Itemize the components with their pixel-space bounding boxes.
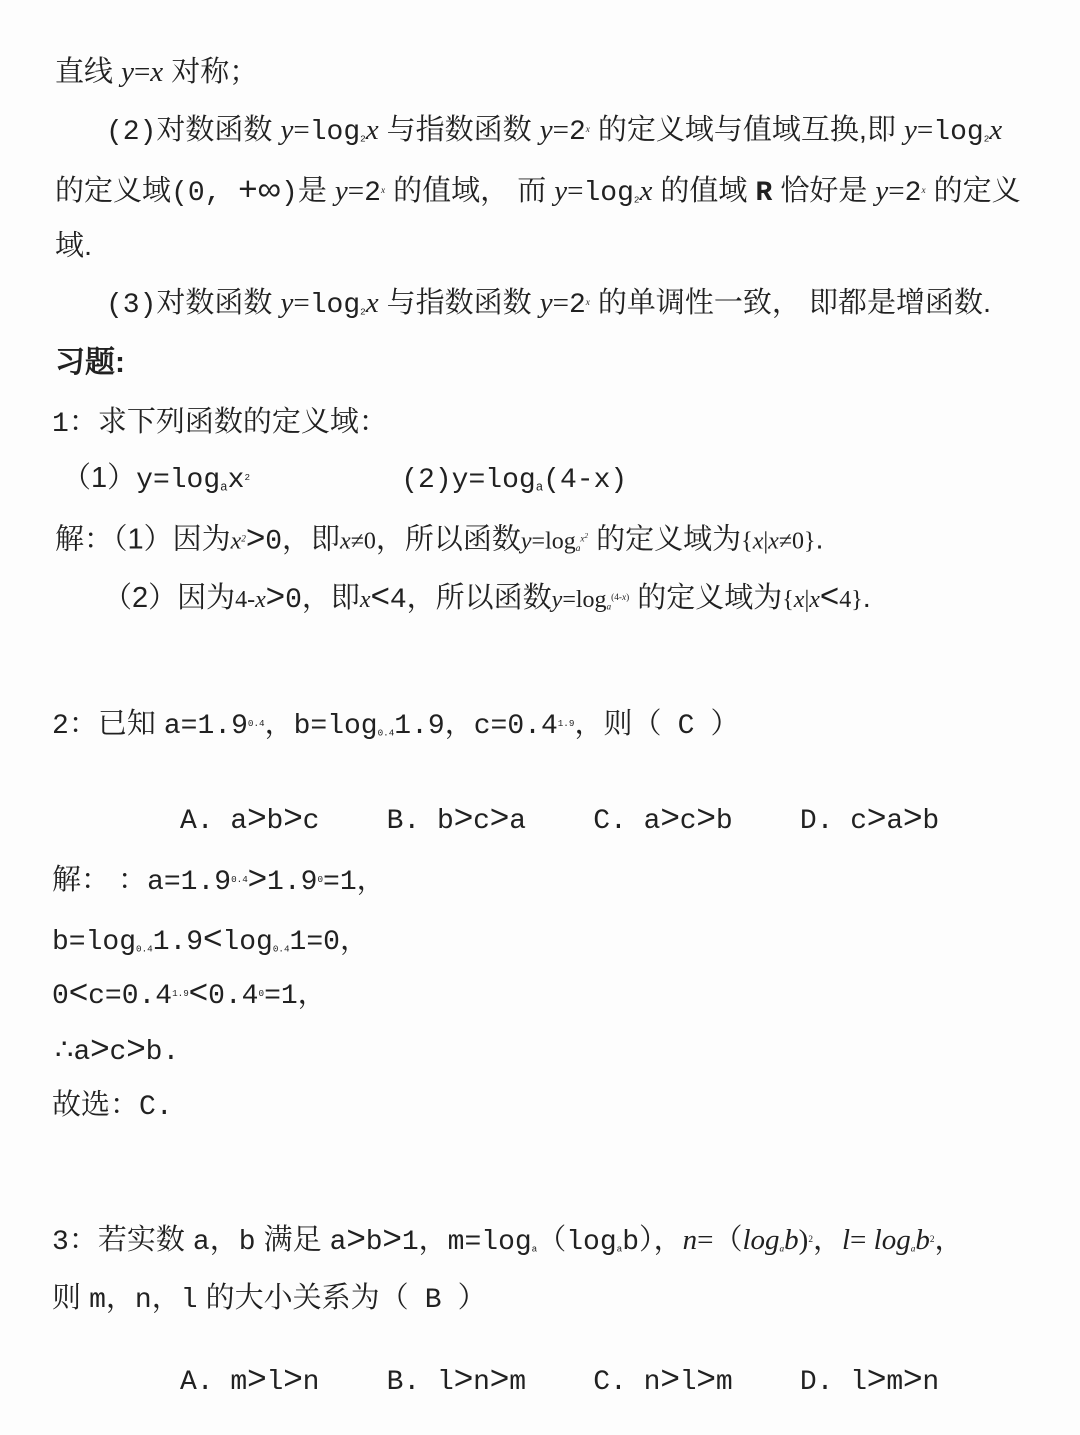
text-segment: 对称； [163,56,259,88]
text-segment: =1 [323,867,357,898]
text-segment: x [989,114,1003,146]
text-segment: > [265,577,286,614]
text-segment: = [916,114,934,146]
text-segment: > [489,1359,510,1396]
text-segment: = [552,287,569,319]
text-segment: B. b [319,806,454,837]
text-segment: y [554,175,568,207]
text-segment: 1.9 [172,988,189,1000]
text-segment: b=log [293,711,378,742]
text-segment: 2 [633,194,640,206]
text-segment: b [915,1224,930,1256]
text-segment: = [888,175,905,207]
text-segment: y=log [136,465,221,496]
text-segment: 的定义域 [55,175,172,207]
text-segment: = [697,1224,714,1256]
q2-final-answer [52,1083,173,1132]
text-segment: 的大小关系为（ [197,1282,425,1314]
text-segment: 域. [55,230,93,262]
text-segment: l [841,1224,851,1256]
text-segment: b [922,806,940,837]
text-segment: log [583,178,634,209]
q3-options [180,1356,939,1407]
text-segment: 的定义 [925,175,1021,207]
text-segment: ） [639,1224,654,1256]
q2-solution-b [52,916,369,971]
text-segment: 2 [244,472,251,484]
text-segment: > [283,798,303,835]
text-segment: ≠0 [350,528,376,555]
text-segment: (4-x) [543,465,628,496]
text-segment: 的值域 [652,175,756,207]
text-segment: x [150,56,164,88]
q1-solution-2 [103,574,871,629]
text-segment: 2 [568,117,586,148]
text-segment: n [922,1367,940,1398]
text-segment: x [585,125,590,136]
text-segment: y [280,287,294,319]
text-segment: 对数函数 [156,287,281,319]
text-segment: . [862,582,871,614]
text-segment: x [255,587,266,613]
text-segment: log [222,927,273,958]
text-segment: m [509,1367,527,1398]
text-segment: y [334,175,348,207]
text-segment: a [616,1243,623,1255]
q2-answer: C [677,711,695,742]
text-segment: > [903,1359,923,1396]
text-segment: > [489,798,510,835]
text-segment: x [793,587,805,613]
text-segment: 解：（1）因为 [55,523,231,556]
text-segment: 解： ： [52,864,148,896]
text-segment: ≠0} [778,528,816,555]
text-segment: （ [537,1224,567,1256]
text-segment: 1 [52,409,69,440]
text-segment: (3) [106,290,157,321]
text-segment: （ [713,1224,743,1256]
q2-solution-c [52,970,327,1021]
text-segment: b [145,1037,163,1068]
text-segment: ，即 [282,523,341,556]
text-segment: x [380,186,386,197]
text-segment: b [365,1227,383,1258]
text-segment: = [133,56,151,88]
text-segment: = [347,175,365,207]
text-segment: y=log [451,465,536,496]
text-segment: 1.9 [557,718,575,730]
text-segment: > [382,1219,402,1256]
text-segment: +∞ [238,170,282,207]
text-segment: 2 [364,178,381,209]
text-segment: ， [151,1282,181,1314]
text-segment: a [886,806,904,837]
text-segment: l [180,1285,198,1316]
text-segment: ∴ [55,1034,74,1066]
text-segment: y [280,114,294,146]
q2-answer-final: C. [139,1092,173,1123]
text-segment: 2 [904,178,922,209]
text-segment: a [910,1244,916,1255]
text-segment: c [473,806,490,837]
text-segment [250,465,401,496]
text-segment: > [453,1359,474,1396]
text-segment: ) [798,1224,809,1256]
text-segment: 0.4 [377,727,395,739]
text-segment: ， [444,708,474,740]
text-segment: > [283,1359,303,1396]
text-segment: 2 [52,711,69,742]
text-segment: 与指数函数 [378,287,540,319]
text-segment: y [539,287,553,319]
text-segment: = [567,175,584,207]
text-segment: < [370,577,390,614]
text-segment: =log [531,528,576,555]
text-segment: ， [418,1224,448,1256]
text-segment: log [309,290,361,321]
text-segment: . [815,523,824,556]
text-segment: x [809,587,820,613]
text-segment: R [755,178,773,209]
text-segment: (4- [611,593,622,604]
text-segment: > [867,1359,887,1396]
text-segment: C. a [526,806,661,837]
text-segment: 的值域， 而 [385,175,555,207]
text-segment: 4- [235,587,256,613]
text-segment: x [359,587,371,613]
text-segment: n [302,1367,320,1398]
text-segment: 1=0 [289,927,340,958]
text-segment: （1） [62,462,137,494]
text-segment: 对数函数 [156,114,281,146]
text-segment: 1.9 [267,867,318,898]
text-segment: > [453,798,474,835]
text-segment: (2) [401,465,452,496]
text-segment: a [531,1243,538,1255]
text-segment: b [622,1227,640,1258]
text-segment: ， [653,1224,683,1256]
text-segment: 2 [808,1235,813,1246]
text-segment: > [247,859,268,896]
para-2-domain-range-swap [106,108,1002,161]
text-segment: c [302,806,320,837]
text-segment: = [293,287,310,319]
text-segment: 2 [983,133,990,145]
text-segment: x [365,114,379,146]
text-segment: x [227,465,245,496]
text-segment: 直线 [55,56,122,88]
text-segment: =log [562,587,607,613]
q2-solution-a [52,856,386,907]
text-segment: { [741,528,753,555]
text-segment: ，即 [301,582,360,614]
text-segment: 的定义域与值域互换,即 [589,114,905,146]
text-segment: log [566,1227,617,1258]
text-segment: c [109,1037,127,1068]
text-segment: x [580,534,585,545]
text-segment: > [660,1359,680,1396]
text-segment: ， [812,1224,842,1256]
text-segment: | [804,587,810,613]
text-segment: ， [105,1282,135,1314]
text-segment: log [933,117,984,148]
text-segment: > [90,1029,110,1066]
text-segment: 4} [839,587,863,613]
text-segment: c=0.4 [473,711,558,742]
text-segment: = [850,1224,874,1256]
text-segment: b=log [52,927,137,958]
q2-options [180,795,939,846]
text-segment: y [539,114,553,146]
text-segment: > [247,798,267,835]
text-segment: A. a [180,806,248,837]
text-segment: x [639,175,653,207]
text-segment: a [329,1227,347,1258]
text-segment: log [742,1224,780,1256]
text-segment: ） [441,1282,487,1314]
text-segment: > [696,798,716,835]
text-segment: 0.4 [136,943,153,955]
text-segment: b [238,1227,256,1258]
text-segment: ：若实数 [68,1224,193,1256]
text-segment: 2 [568,290,586,321]
text-segment: 0 [52,981,69,1012]
text-segment: < [188,973,209,1010]
text-segment: 0.4 [231,874,248,886]
text-segment: C. n [526,1367,661,1398]
text-segment: a [575,543,581,554]
text-segment: B. l [319,1367,454,1398]
text-segment: > [660,798,680,835]
text-segment: a [606,602,612,613]
text-segment: 满足 [255,1224,330,1256]
text-segment: a=1.9 [147,867,232,898]
text-segment: < [68,973,89,1010]
text-segment: log [873,1224,911,1256]
text-segment: ，所以函数 [375,523,521,556]
text-segment: y [875,175,889,207]
text-segment: c [679,806,697,837]
text-segment: l [679,1367,697,1398]
text-segment: D. l [732,1367,868,1398]
text-segment: ， [339,924,369,956]
text-segment: > [346,1219,366,1256]
text-segment: ， [356,864,386,896]
text-segment: x [921,186,926,197]
text-segment: ， [209,1224,239,1256]
text-segment: > [867,798,887,835]
text-segment: 是 [297,175,335,207]
text-segment: 2 [241,534,246,545]
text-segment: 0 [258,988,265,1000]
q2-statement [52,702,740,755]
text-segment: ，所以函数 [406,582,552,614]
text-segment: b [266,806,284,837]
para-2-end [55,224,92,273]
text-segment: > [245,518,266,556]
text-segment: （2）因为 [103,582,236,614]
text-segment: 1 [401,1227,419,1258]
q3-answer: B [424,1285,442,1316]
text-segment: n [134,1285,152,1316]
text-segment: 0 [285,585,302,616]
text-segment: a [73,1037,91,1068]
text-segment: 2 [360,133,366,145]
text-segment: < [203,919,223,956]
para-3-monotonicity [106,281,991,334]
text-segment: 3 [52,1227,69,1258]
text-segment: a [509,806,527,837]
text-segment: x [365,287,379,319]
text-segment: x [752,528,764,555]
text-segment: ：已知 [68,708,164,740]
text-segment: y [520,528,532,555]
text-segment: n [473,1367,490,1398]
text-segment: . [162,1037,180,1068]
q3-question [52,1276,487,1325]
text-segment: { [782,587,794,613]
text-segment: l [266,1367,284,1398]
text-segment: 的单调性一致， 即都是增函数. [589,287,992,319]
text-segment: m [886,1367,904,1398]
text-segment: A. m [180,1367,248,1398]
text-segment: ：求下列函数的定义域： [68,406,388,438]
text-segment: x [768,528,779,555]
text-segment: 与指数函数 [378,114,540,146]
text-segment: ， [264,708,294,740]
text-segment: 0.4 [272,943,290,955]
text-segment: =1 [264,981,298,1012]
para-1-symmetry-line [55,50,258,99]
text-segment: > [696,1359,716,1396]
text-segment: ） [694,708,740,740]
text-segment: 0 [317,874,324,886]
text-segment: x [585,298,590,309]
text-segment: 的定义域为 [629,582,783,614]
text-segment: 2 [929,1235,935,1246]
text-segment: m [715,1367,733,1398]
text-segment: = [293,114,310,146]
text-segment: log [309,117,361,148]
text-segment: 2 [360,306,366,318]
text-segment: n [682,1224,698,1256]
text-segment: 习题: [55,346,125,379]
text-segment: D. c [732,806,868,837]
text-segment: 0.4 [208,981,259,1012]
text-segment: b [715,806,733,837]
text-segment: 故选： [52,1089,140,1121]
text-segment: a [192,1227,210,1258]
text-segment: ， [934,1224,964,1256]
text-segment: = [552,114,569,146]
text-segment: < [819,577,840,614]
q3-statement [52,1216,964,1271]
text-segment: 0.4 [247,718,265,730]
text-segment: 的定义域为 [588,523,742,556]
text-segment: ， [297,978,327,1010]
text-segment: m [89,1285,106,1316]
text-segment: a [535,480,544,495]
text-segment: a [779,1244,785,1255]
text-segment: 4 [389,585,407,616]
q1-items [62,456,627,510]
text-segment: > [247,1359,267,1396]
text-segment: a=1.9 [163,711,248,742]
para-2-continued [55,167,1021,222]
text-segment: > [126,1029,146,1066]
text-segment: (0, [171,178,239,209]
text-segment: (2) [106,117,157,148]
text-segment: 1.9 [152,927,204,958]
text-segment: b [784,1224,799,1256]
text-segment: a [220,480,228,495]
text-segment: 则 [52,1282,90,1314]
text-segment: 0 [265,526,283,558]
text-segment: m=log [447,1227,532,1258]
q2-conclusion [55,1026,179,1077]
text-segment: 2 [584,532,589,540]
text-segment: x [340,528,351,555]
q1-title [52,400,388,449]
text-segment: 1.9 [394,711,445,742]
text-segment: ) [281,178,298,209]
text-segment: ) [626,593,630,604]
text-segment: 恰好是 [772,175,876,207]
section-title-exercises [55,341,125,390]
text-segment: y [121,56,134,88]
text-segment: y [551,587,563,613]
text-segment: ，则（ [574,708,678,740]
text-segment: c=0.4 [88,981,173,1012]
q1-solution-1 [55,514,824,571]
text-segment: > [903,798,923,835]
text-segment: | [763,528,769,555]
text-segment: x [230,528,242,555]
text-segment: x [621,593,627,604]
text-segment: y [904,114,917,146]
